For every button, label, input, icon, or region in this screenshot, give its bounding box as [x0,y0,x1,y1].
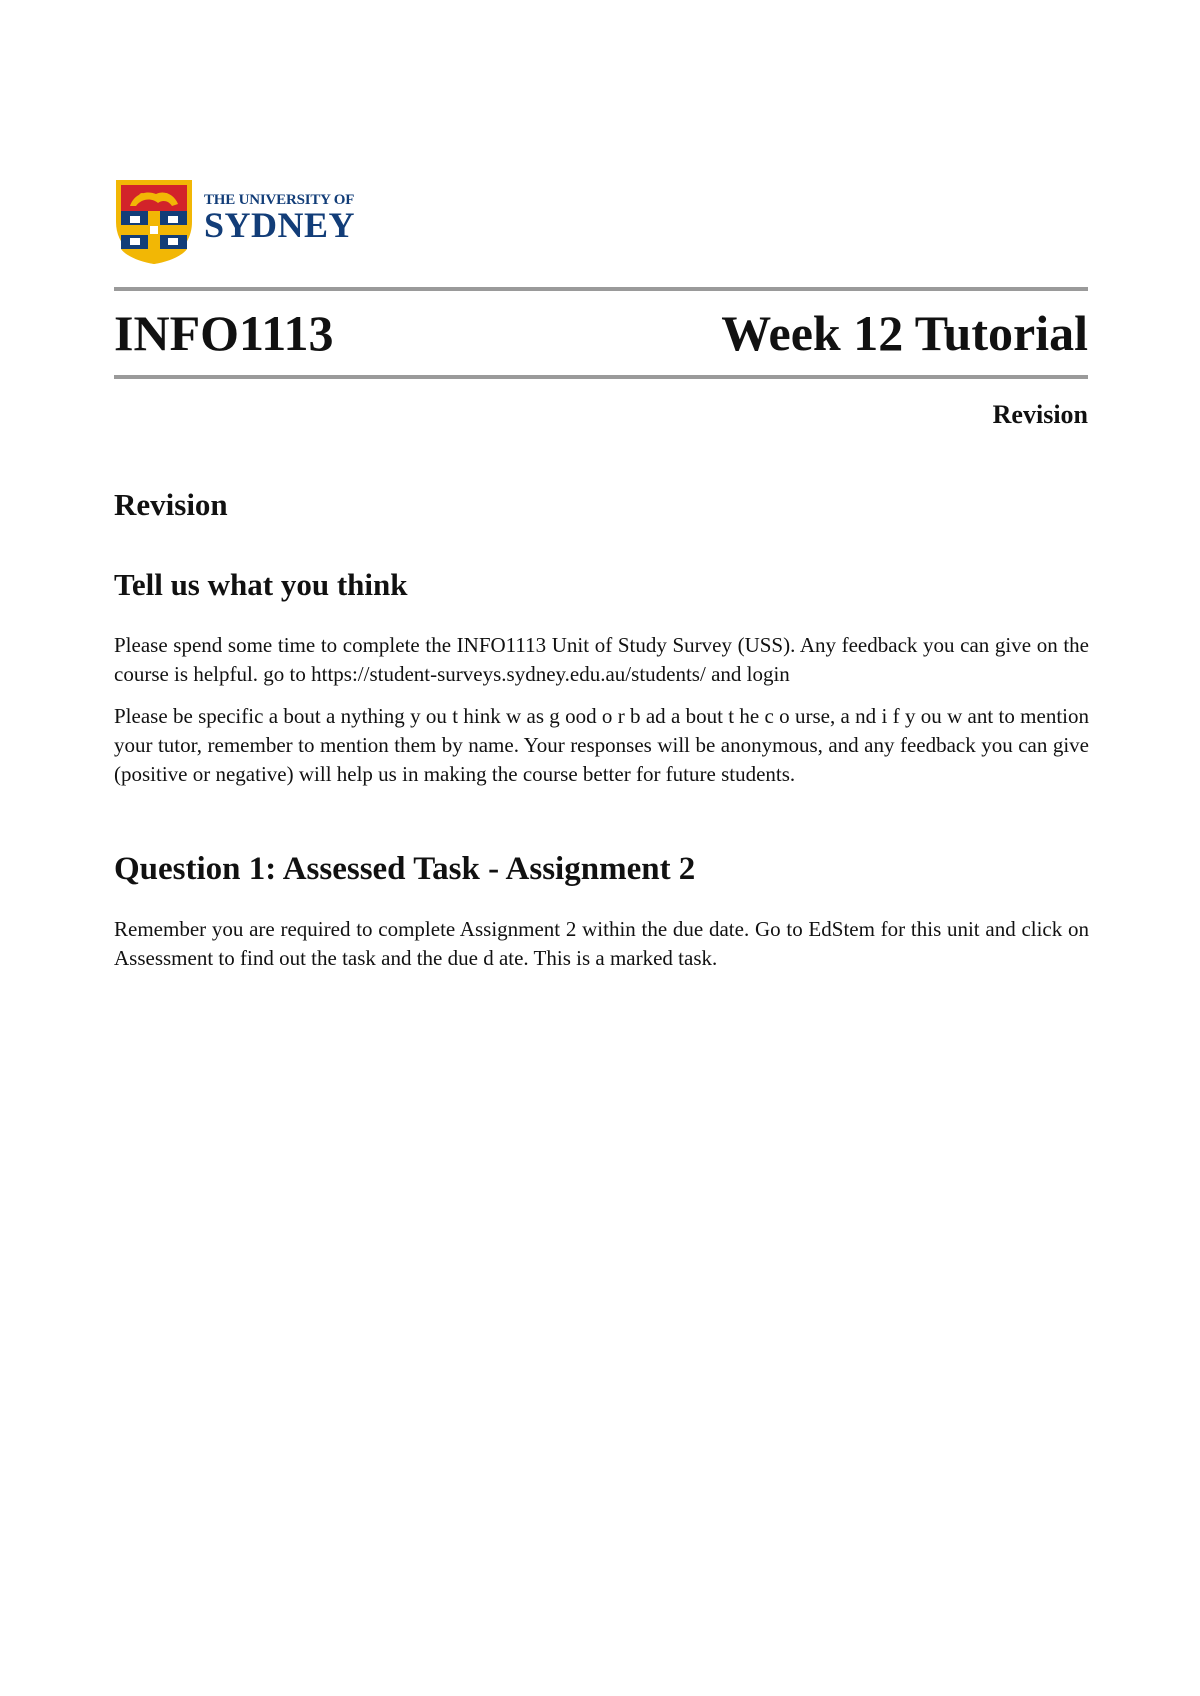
document-body [114,485,1089,986]
university-crest-icon [112,176,196,266]
page-subtitle: Revision [992,400,1088,429]
header-rule-bottom [114,375,1088,379]
header-rule-top [114,287,1088,291]
university-logo [112,176,355,266]
section-heading-revision: Revision [114,487,228,522]
section-heading-question-1: Question 1: Assessed Task - Assignment 2 [114,851,696,887]
feedback-paragraph-details: Please be specific a bout a nything y ou t hink w as g ood o r b ad a bout t he c o urse, a nd i f y ou w ant to mention your tutor, remember to mention them by name. Your responses will be anonymous, and any feedback you can give (positive or negative) will help us in making the course better for future students. [114,704,1089,786]
course-code: INFO1113 [114,305,334,361]
university-wordmark [204,192,356,245]
wordmark-line2: SYDNEY [204,205,356,245]
feedback-paragraph-survey: Please spend some time to complete the INFO1113 Unit of Study Survey (USS). Any feedback you can give on the course is helpful. go to https://student-surveys.sydney.edu.au/students/ and login [114,633,1089,686]
wordmark-line1: THE UNIVERSITY OF [204,192,355,208]
question-1-paragraph: Remember you are required to complete Assignment 2 within the due date. Go to EdStem for this unit and click on Assessment to find out the task and the due d ate. This is a marked task. [114,917,1089,970]
section-heading-feedback: Tell us what you think [114,567,408,602]
page-title: Week 12 Tutorial [721,305,1088,361]
